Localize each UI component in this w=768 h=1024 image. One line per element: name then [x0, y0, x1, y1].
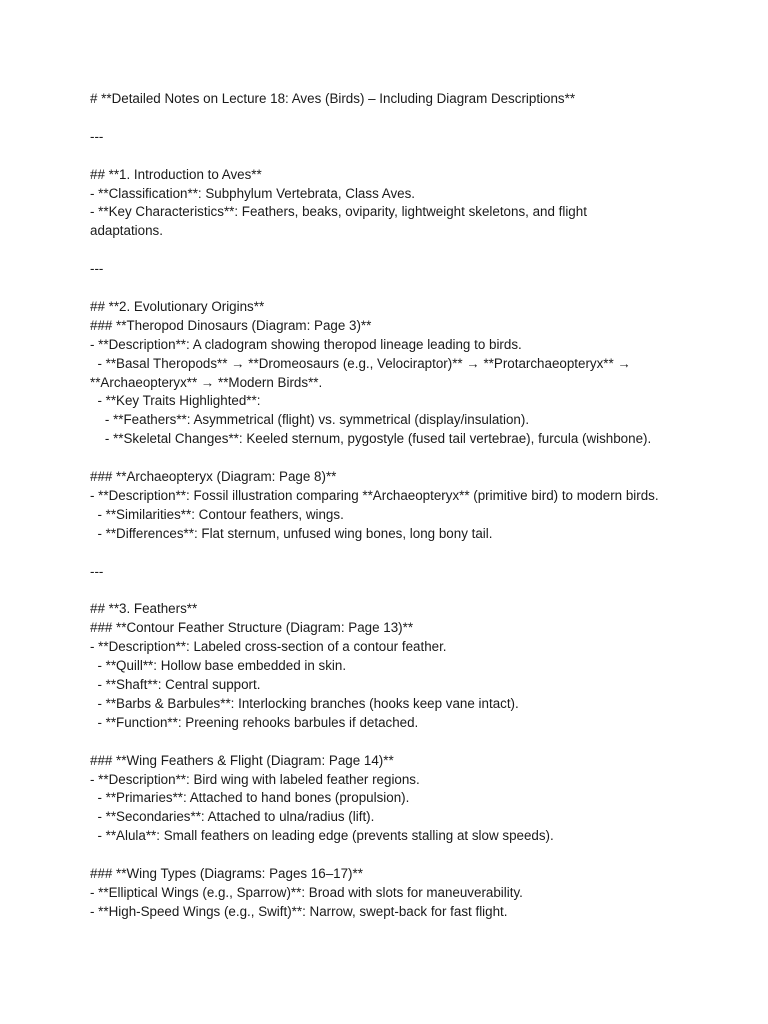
sub-bullet-lineage: - **Basal Theropods** → **Dromeosaurs (e.g., Velociraptor)** → **Protarchaeopteryx** →	[90, 355, 631, 371]
blank-line	[90, 449, 730, 468]
section-heading-introduction: ## **1. Introduction to Aves**	[90, 166, 262, 182]
sub-bullet-primaries: - **Primaries**: Attached to hand bones (propulsion).	[90, 790, 410, 806]
subheading-wing-types: ### **Wing Types (Diagrams: Pages 16–17)**	[90, 866, 363, 882]
bullet-key-characteristics-cont: adaptations.	[90, 223, 163, 239]
subheading-theropod-dinosaurs: ### **Theropod Dinosaurs (Diagram: Page 3)**	[90, 317, 372, 333]
blank-line	[90, 544, 730, 563]
horizontal-rule: ---	[90, 563, 104, 579]
sub-sub-bullet-feathers: - **Feathers**: Asymmetrical (flight) vs. symmetrical (display/insulation).	[90, 412, 530, 428]
blank-line	[90, 241, 730, 260]
bullet-description: - **Description**: Labeled cross-section of a contour feather.	[90, 639, 447, 655]
sub-bullet-key-traits: - **Key Traits Highlighted**:	[90, 393, 261, 409]
sub-bullet-similarities: - **Similarities**: Contour feathers, wings.	[90, 506, 344, 522]
horizontal-rule: ---	[90, 261, 104, 277]
blank-line	[90, 109, 730, 128]
sub-bullet-differences: - **Differences**: Flat sternum, unfused wing bones, long bony tail.	[90, 525, 493, 541]
blank-line	[90, 279, 730, 298]
bullet-description: - **Description**: A cladogram showing theropod lineage leading to birds.	[90, 336, 522, 352]
sub-bullet-function: - **Function**: Preening rehooks barbules if detached.	[90, 714, 419, 730]
doc-title: # **Detailed Notes on Lecture 18: Aves (Birds) – Including Diagram Descriptions**	[90, 91, 576, 106]
bullet-high-speed-wings: - **High-Speed Wings (e.g., Swift)**: Narrow, swept-back for fast flight.	[90, 903, 508, 919]
sub-bullet-lineage-cont: **Archaeopteryx** → **Modern Birds**.	[90, 374, 323, 390]
bullet-classification: - **Classification**: Subphylum Vertebrata, Class Aves.	[90, 185, 416, 201]
subheading-contour-feather-structure: ### **Contour Feather Structure (Diagram: Page 13)**	[90, 620, 414, 636]
sub-bullet-secondaries: - **Secondaries**: Attached to ulna/radius (lift).	[90, 809, 375, 825]
section-heading-feathers: ## **3. Feathers**	[90, 601, 198, 617]
horizontal-rule: ---	[90, 128, 104, 144]
subheading-wing-feathers-flight: ### **Wing Feathers & Flight (Diagram: Page 14)**	[90, 752, 394, 768]
sub-bullet-alula: - **Alula**: Small feathers on leading edge (prevents stalling at slow speeds).	[90, 828, 554, 844]
document-page	[90, 90, 730, 922]
bullet-key-characteristics: - **Key Characteristics**: Feathers, beaks, oviparity, lightweight skeletons, and flight	[90, 204, 587, 220]
sub-bullet-quill: - **Quill**: Hollow base embedded in skin.	[90, 658, 347, 674]
sub-bullet-barbs-barbules: - **Barbs & Barbules**: Interlocking branches (hooks keep vane intact).	[90, 695, 519, 711]
sub-bullet-shaft: - **Shaft**: Central support.	[90, 676, 261, 692]
blank-line	[90, 846, 730, 865]
blank-line	[90, 581, 730, 600]
bullet-description: - **Description**: Bird wing with labeled feather regions.	[90, 771, 420, 787]
blank-line	[90, 147, 730, 166]
section-heading-evolutionary-origins: ## **2. Evolutionary Origins**	[90, 298, 265, 314]
bullet-description: - **Description**: Fossil illustration comparing **Archaeopteryx** (primitive bird) to modern birds.	[90, 487, 659, 503]
bullet-elliptical-wings: - **Elliptical Wings (e.g., Sparrow)**: Broad with slots for maneuverability.	[90, 884, 523, 900]
sub-sub-bullet-skeletal-changes: - **Skeletal Changes**: Keeled sternum, pygostyle (fused tail vertebrae), furcula (wishbone).	[90, 431, 652, 447]
subheading-archaeopteryx: ### **Archaeopteryx (Diagram: Page 8)**	[90, 469, 337, 485]
blank-line	[90, 733, 730, 752]
